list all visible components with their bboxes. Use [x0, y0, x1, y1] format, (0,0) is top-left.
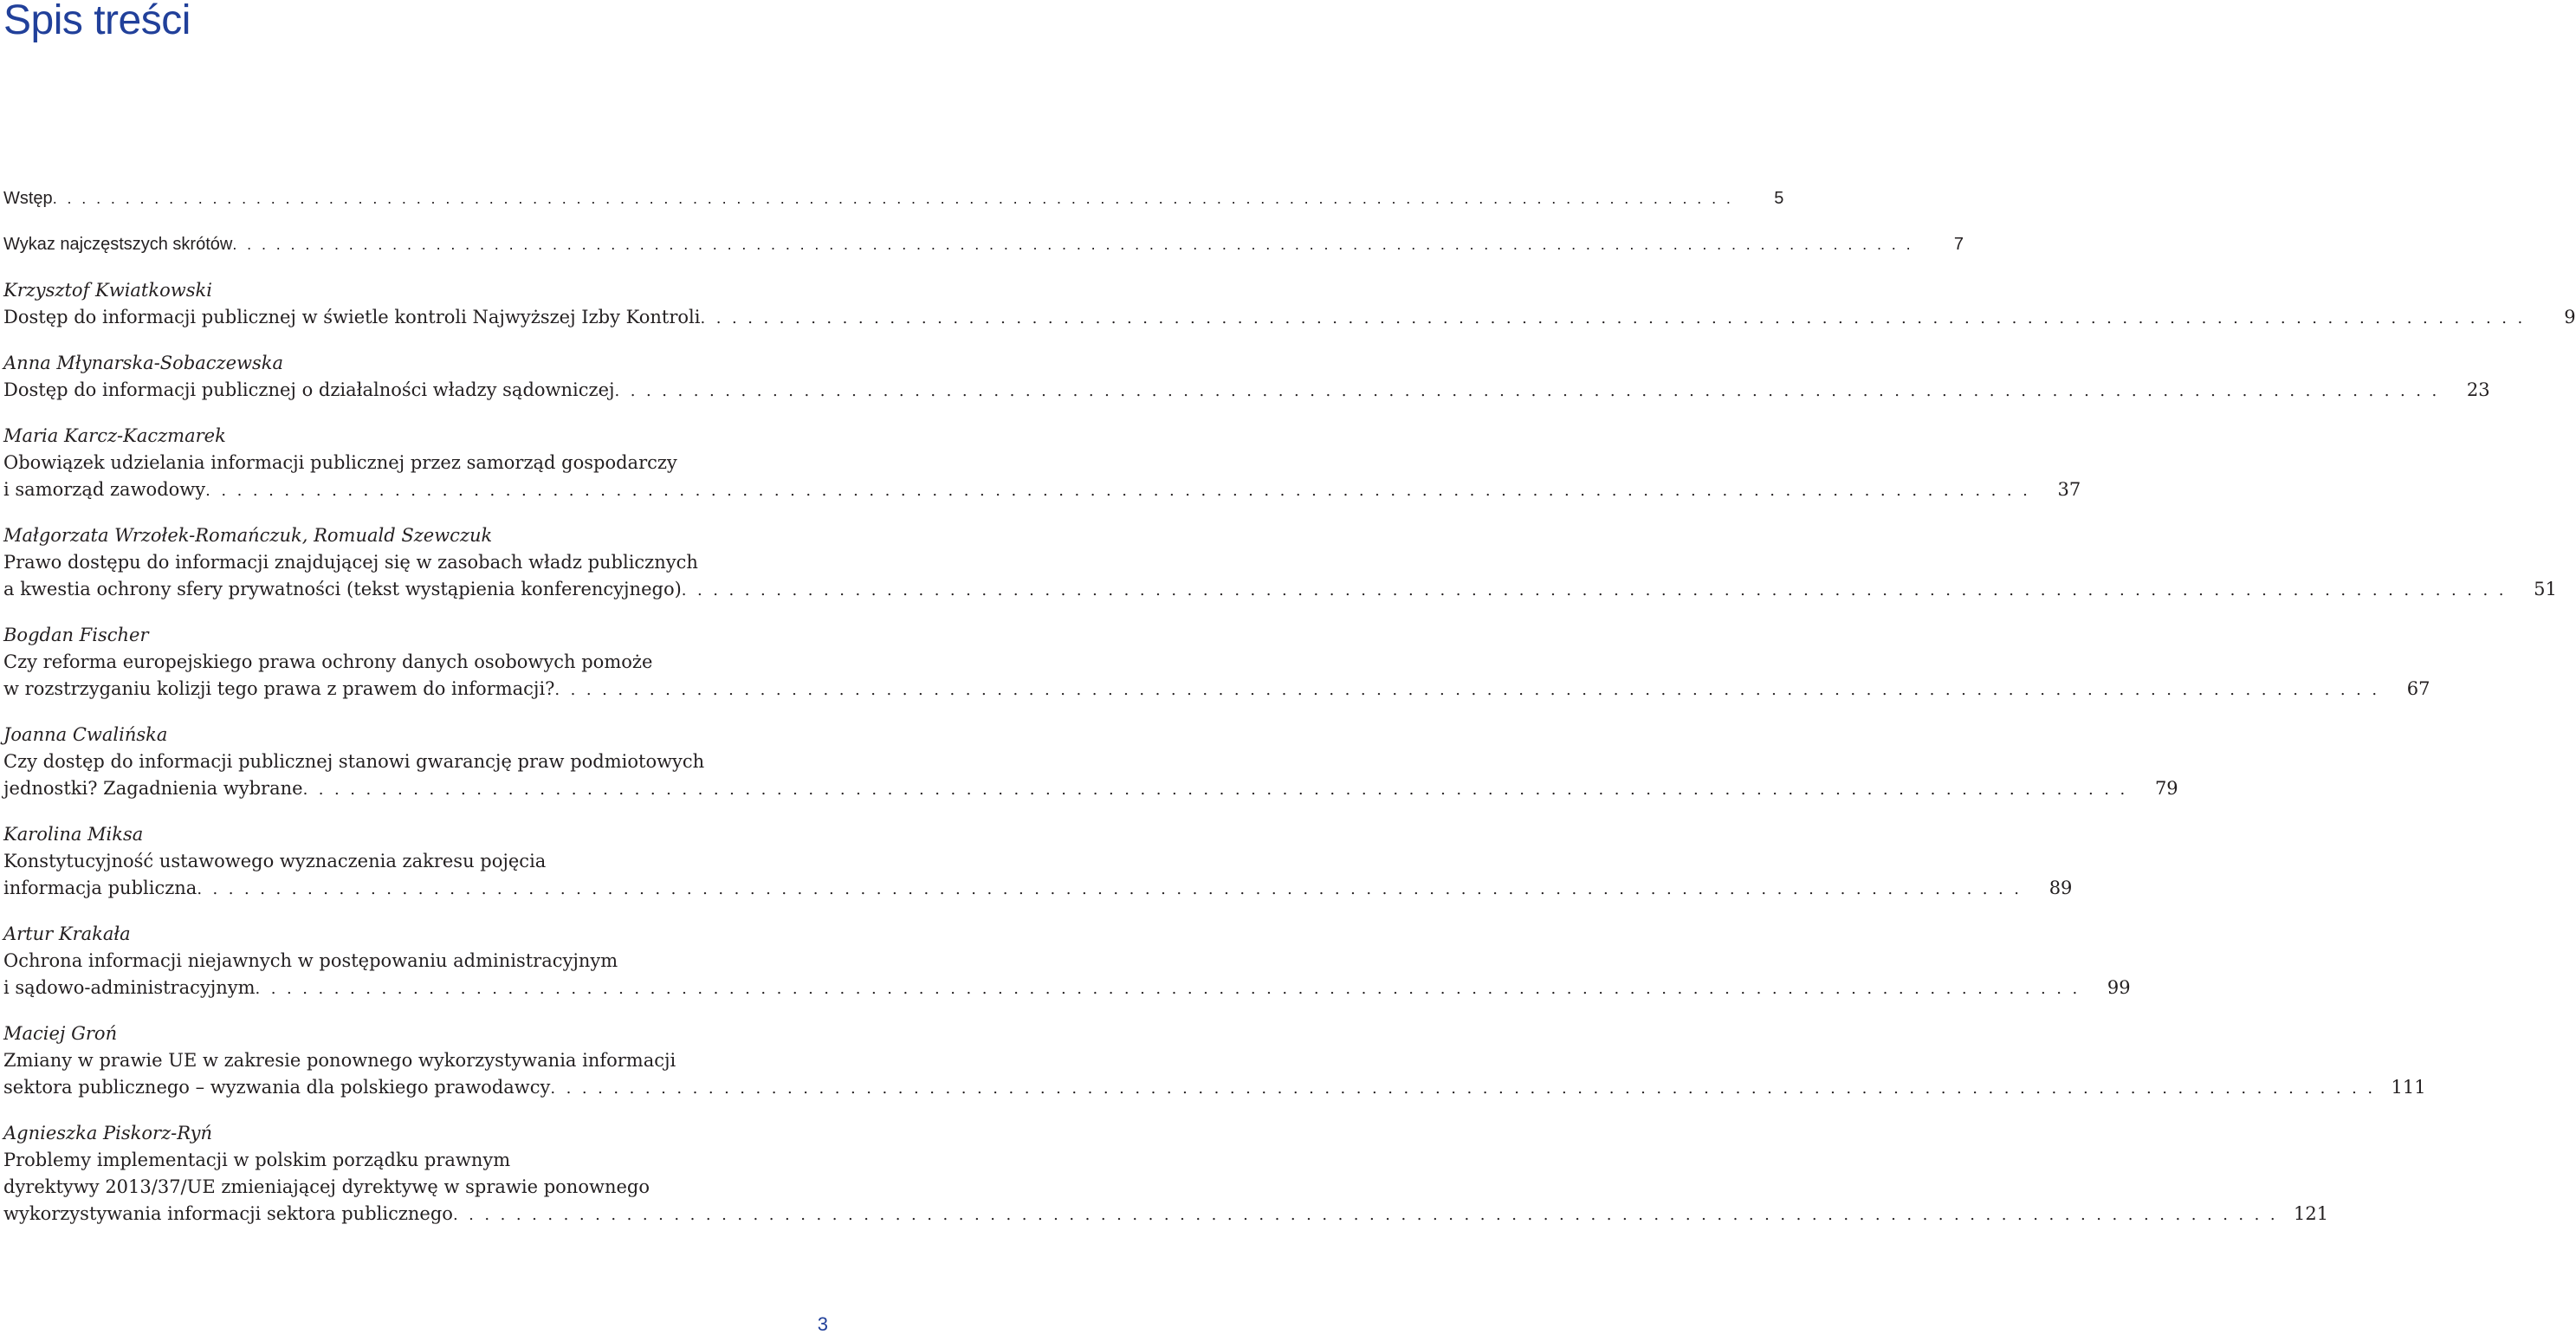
entry-title-line: Dostęp do informacji publicznej w świetle kontroli Najwyższej Izby Kontroli [3, 307, 701, 327]
toc-entry-link[interactable] [3, 875, 2073, 902]
entry-title-line: Obowiązek udzielania informacji publicznej przez samorząd gospodarczy [3, 452, 677, 473]
entry-page-number: 67 [2406, 678, 2430, 699]
dot-leader: . . . . . . . . . . . . . . . . . . . . . . . . . . . . . . . . . . . . . . . . . . . . . . . . . . . . . . . . . . . . . . . . . . . . . . . . . . . . . . . . . . . . . . . . . . . . . . . . . . . . . . . . . . . . . . . . . . . . [614, 382, 2440, 400]
entry-author: Anna Młynarska-Sobaczewska [3, 353, 284, 373]
entry-title-line: wykorzystywania informacji sektora publicznego [3, 1203, 453, 1224]
entry-author: Karolina Miksa [3, 824, 144, 845]
entry-author: Małgorzata Wrzołek-Romańczuk, Romuald Szewczuk [3, 525, 493, 546]
toc-entry-link[interactable] [3, 676, 2430, 703]
entry-page-number: 99 [2107, 977, 2131, 998]
toc-entry [3, 1020, 2426, 1101]
toc-entry [3, 185, 1784, 212]
entry-page-number: 51 [2534, 579, 2557, 599]
toc-entry [3, 231, 1964, 258]
entry-page-number: 9 [2564, 307, 2576, 327]
entry-title-line: informacja publiczna [3, 878, 197, 898]
dot-leader: . . . . . . . . . . . . . . . . . . . . . . . . . . . . . . . . . . . . . . . . . . . . . . . . . . . . . . . . . . . . . . . . . . . . . . . . . . . . . . . . . . . . . . . . . . . . . . . . . . . . . . . . . . . . . . . . . . . . [197, 880, 2023, 898]
dot-leader: . . . . . . . . . . . . . . . . . . . . . . . . . . . . . . . . . . . . . . . . . . . . . . . . . . . . . . . . . . . . . . . . . . . . . . . . . . . . . . . . . . . . . . . . . . . . . . . . . . . . . . . . . . . . . . . . . . . . [52, 190, 1734, 207]
dot-leader: . . . . . . . . . . . . . . . . . . . . . . . . . . . . . . . . . . . . . . . . . . . . . . . . . . . . . . . . . . . . . . . . . . . . . . . . . . . . . . . . . . . . . . . . . . . . . . . . . . . . . . . . . . . . . . . . . . . . [550, 1079, 2376, 1098]
toc-entry [3, 921, 2131, 1001]
dot-leader: . . . . . . . . . . . . . . . . . . . . . . . . . . . . . . . . . . . . . . . . . . . . . . . . . . . . . . . . . . . . . . . . . . . . . . . . . . . . . . . . . . . . . . . . . . . . . . . . . . . . . . . . . . . . . . . . . . . . [255, 980, 2081, 998]
table-of-contents [3, 185, 2576, 1228]
entry-title-line: Wykaz najczęstszych skrótów [3, 235, 233, 254]
entry-author: Maria Karcz-Kaczmarek [3, 425, 226, 446]
toc-entry-link[interactable] [3, 1201, 2329, 1228]
entry-page-number: 89 [2049, 878, 2073, 898]
toc-entry [3, 277, 2576, 331]
entry-title-line: dyrektywy 2013/37/UE zmieniającej dyrektywę w sprawie ponownego [3, 1176, 650, 1197]
toc-entry [3, 522, 2557, 603]
entry-title-line: a kwestia ochrony sfery prywatności (tekst wystąpienia konferencyjnego) [3, 579, 682, 599]
toc-entry-link[interactable] [3, 231, 1964, 258]
entry-author: Bogdan Fischer [3, 625, 149, 645]
entry-page-number: 37 [2057, 479, 2081, 500]
entry-author: Joanna Cwalińska [3, 724, 168, 745]
toc-entry [3, 1120, 2329, 1228]
entry-title-line: Problemy implementacji w polskim porządku prawnym [3, 1150, 511, 1170]
dot-leader: . . . . . . . . . . . . . . . . . . . . . . . . . . . . . . . . . . . . . . . . . . . . . . . . . . . . . . . . . . . . . . . . . . . . . . . . . . . . . . . . . . . . . . . . . . . . . . . . . . . . . . . . . . . . . . . . . . . . [452, 1206, 2279, 1224]
dot-leader: . . . . . . . . . . . . . . . . . . . . . . . . . . . . . . . . . . . . . . . . . . . . . . . . . . . . . . . . . . . . . . . . . . . . . . . . . . . . . . . . . . . . . . . . . . . . . . . . . . . . . . . . . . . . . . . . . . . . [554, 681, 2380, 699]
dot-leader: . . . . . . . . . . . . . . . . . . . . . . . . . . . . . . . . . . . . . . . . . . . . . . . . . . . . . . . . . . . . . . . . . . . . . . . . . . . . . . . . . . . . . . . . . . . . . . . . . . . . . . . . . . . . . . . . . . . . [232, 236, 1913, 253]
entry-page-number: 7 [1953, 235, 1964, 254]
entry-page-number: 5 [1774, 189, 1784, 208]
entry-title-line: sektora publicznego – wyzwania dla polskiego prawodawcy [3, 1077, 551, 1098]
dot-leader: . . . . . . . . . . . . . . . . . . . . . . . . . . . . . . . . . . . . . . . . . . . . . . . . . . . . . . . . . . . . . . . . . . . . . . . . . . . . . . . . . . . . . . . . . . . . . . . . . . . . . . . . . . . . . . . . . . . . [302, 781, 2128, 799]
toc-entry [3, 722, 2178, 802]
entry-page-number: 79 [2154, 778, 2178, 799]
dot-leader: . . . . . . . . . . . . . . . . . . . . . . . . . . . . . . . . . . . . . . . . . . . . . . . . . . . . . . . . . . . . . . . . . . . . . . . . . . . . . . . . . . . . . . . . . . . . . . . . . . . . . . . . . . . . . . . . . . . . [681, 581, 2507, 599]
page-title: Spis treści [3, 0, 191, 43]
entry-title-line: i samorząd zawodowy [3, 479, 206, 500]
entry-title-line: Wstęp [3, 189, 53, 208]
toc-entry [3, 350, 2490, 404]
dot-leader: . . . . . . . . . . . . . . . . . . . . . . . . . . . . . . . . . . . . . . . . . . . . . . . . . . . . . . . . . . . . . . . . . . . . . . . . . . . . . . . . . . . . . . . . . . . . . . . . . . . . . . . . . . . . . . . . . . . . [205, 482, 2031, 500]
toc-entry-link[interactable] [3, 775, 2178, 802]
toc-entry-link[interactable] [3, 377, 2490, 404]
entry-author: Artur Krakała [3, 923, 131, 944]
dot-leader: . . . . . . . . . . . . . . . . . . . . . . . . . . . . . . . . . . . . . . . . . . . . . . . . . . . . . . . . . . . . . . . . . . . . . . . . . . . . . . . . . . . . . . . . . . . . . . . . . . . . . . . . . . . . . . . . . . . . [700, 309, 2526, 327]
toc-entry-link[interactable] [3, 476, 2081, 503]
entry-title-line: Ochrona informacji niejawnych w postępowaniu administracyjnym [3, 950, 618, 971]
entry-page-number: 111 [2391, 1077, 2426, 1098]
entry-title-line: Czy reforma europejskiego prawa ochrony danych osobowych pomoże [3, 651, 653, 672]
entry-author: Krzysztof Kwiatkowski [3, 280, 212, 301]
entry-title-line: i sądowo-administracyjnym [3, 977, 256, 998]
entry-title-line: Konstytucyjność ustawowego wyznaczenia zakresu pojęcia [3, 851, 547, 871]
entry-page-number: 23 [2466, 379, 2490, 400]
toc-entry-link[interactable] [3, 304, 2576, 331]
toc-entry-link[interactable] [3, 185, 1784, 212]
entry-author: Maciej Groń [3, 1023, 118, 1044]
toc-entry-link[interactable] [3, 975, 2131, 1001]
toc-entry-link[interactable] [3, 1074, 2426, 1101]
page-number: 3 [817, 1313, 828, 1335]
entry-title-line: Zmiany w prawie UE w zakresie ponownego wykorzystywania informacji [3, 1050, 676, 1071]
entry-title-line: jednostki? Zagadnienia wybrane [3, 778, 303, 799]
toc-entry [3, 622, 2430, 703]
entry-title-line: Czy dostęp do informacji publicznej stanowi gwarancję praw podmiotowych [3, 751, 705, 772]
entry-page-number: 121 [2294, 1203, 2329, 1224]
entry-title-line: Dostęp do informacji publicznej o działalności władzy sądowniczej [3, 379, 615, 400]
toc-entry [3, 423, 2081, 503]
toc-entry [3, 821, 2073, 902]
entry-title-line: Prawo dostępu do informacji znajdującej się w zasobach władz publicznych [3, 552, 698, 573]
entry-author: Agnieszka Piskorz-Ryń [3, 1123, 213, 1143]
entry-title-line: w rozstrzyganiu kolizji tego prawa z prawem do informacji? [3, 678, 555, 699]
toc-entry-link[interactable] [3, 576, 2557, 603]
